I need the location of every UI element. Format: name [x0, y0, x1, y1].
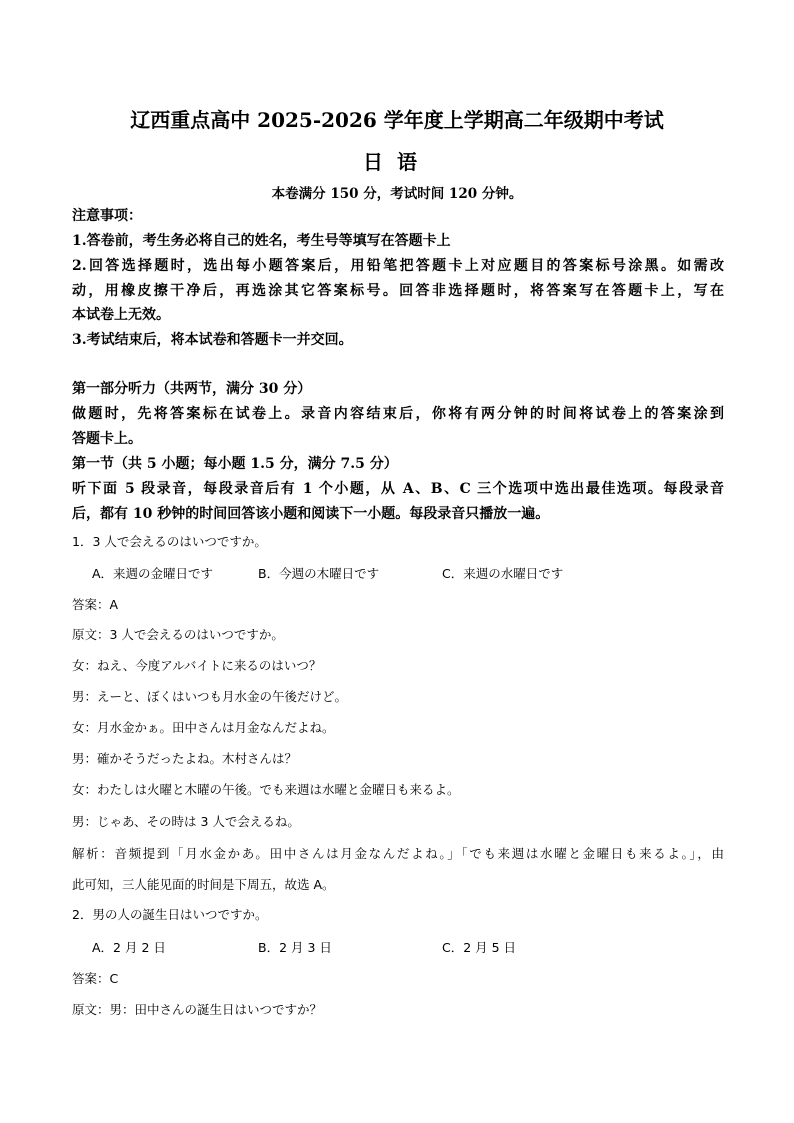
part1-intro-line-2: 答题卡上。: [72, 431, 142, 447]
part1-heading: 第一部分听力（共两节，满分 30 分）: [72, 381, 312, 397]
q1-answer: 答案：A: [72, 597, 119, 612]
exam-meta: 本卷满分 150 分，考试时间 120 分钟。: [271, 186, 523, 202]
q2-option-b: B．2 月 3 日: [258, 940, 332, 955]
q2-option-a: A．2 月 2 日: [92, 940, 166, 955]
q1-option-c: C．来週の水曜日です: [442, 566, 564, 581]
q1-option-b: B．今週の木曜日です: [258, 566, 380, 581]
section1-instructions-line-2: 后，都有 10 秒钟的时间回答该小题和阅读下一小题。每段录音只播放一遍。: [72, 506, 550, 522]
q2-question: 2．男の人の誕生日はいつですか。: [72, 907, 268, 922]
q1-transcript-line: 原文：3 人で会えるのはいつですか。: [72, 627, 284, 642]
notes-heading: 注意事项：: [72, 208, 142, 224]
part1-intro-line-1: 做题时，先将答案标在试卷上。录音内容结束后，你将有两分钟的时间将试卷上的答案涂到: [72, 406, 724, 422]
note-item-2-line-3: 本试卷上无效。: [72, 307, 170, 323]
note-item-2-line-1: 2.回答选择题时，选出每小题答案后，用铅笔把答题卡上对应题目的答案标号涂黑。如需改: [72, 258, 724, 274]
note-item-3: 3.考试结束后，将本试卷和答题卡一并交回。: [72, 332, 353, 348]
q1-analysis-line-1: 解析：音频提到「月水金かあ。田中さんは月金なんだよね。」「でも来週は水曜と金曜日も来るよ。」，由: [72, 846, 724, 861]
q1-option-a: A．来週の金曜日です: [92, 566, 214, 581]
exam-title: 辽西重点高中 2025-2026 学年度上学期高二年级期中考试: [130, 108, 664, 132]
q1-transcript-line: 女：わたしは火曜と木曜の午後。でも来週は水曜と金曜日も来るよ。: [72, 782, 460, 797]
q1-transcript-line: 女：ねえ、今度アルバイトに来るのはいつ？: [72, 658, 322, 673]
note-item-1: 1.答卷前，考生务必将自己的姓名，考生号等填写在答题卡上: [72, 233, 451, 249]
q2-answer: 答案：C: [72, 971, 119, 986]
q2-transcript-line-1: 原文：男：田中さんの誕生日はいつですか？: [72, 1002, 323, 1017]
q1-question: 1．3 人で会えるのはいつですか。: [72, 534, 267, 549]
note-item-2-line-2: 动，用橡皮擦干净后，再选涂其它答案标号。回答非选择题时，将答案写在答题卡上，写在: [72, 283, 724, 299]
section1-instructions-line-1: 听下面 5 段录音，每段录音后有 1 个小题，从 A、B、C 三个选项中选出最佳选项。每段录音: [72, 481, 724, 497]
q1-transcript-line: 男：確かそうだったよね。木村さんは？: [72, 751, 298, 766]
section1-heading: 第一节（共 5 小题；每小题 1.5 分，满分 7.5 分）: [72, 456, 398, 472]
q2-option-c: C．2 月 5 日: [442, 940, 517, 955]
q1-analysis-line-2: 此可知，三人能见面的时间是下周五，故选 A。: [72, 877, 335, 892]
subject-title: 日语: [363, 150, 431, 174]
q1-transcript-line: 男：えーと、ぼくはいつも月水金の午後だけど。: [72, 689, 348, 704]
q1-transcript-line: 女：月水金かぁ。田中さんは月金なんだよね。: [72, 720, 335, 735]
q1-transcript-line: 男：じゃあ、その時は 3 人で会えるね。: [72, 814, 300, 829]
